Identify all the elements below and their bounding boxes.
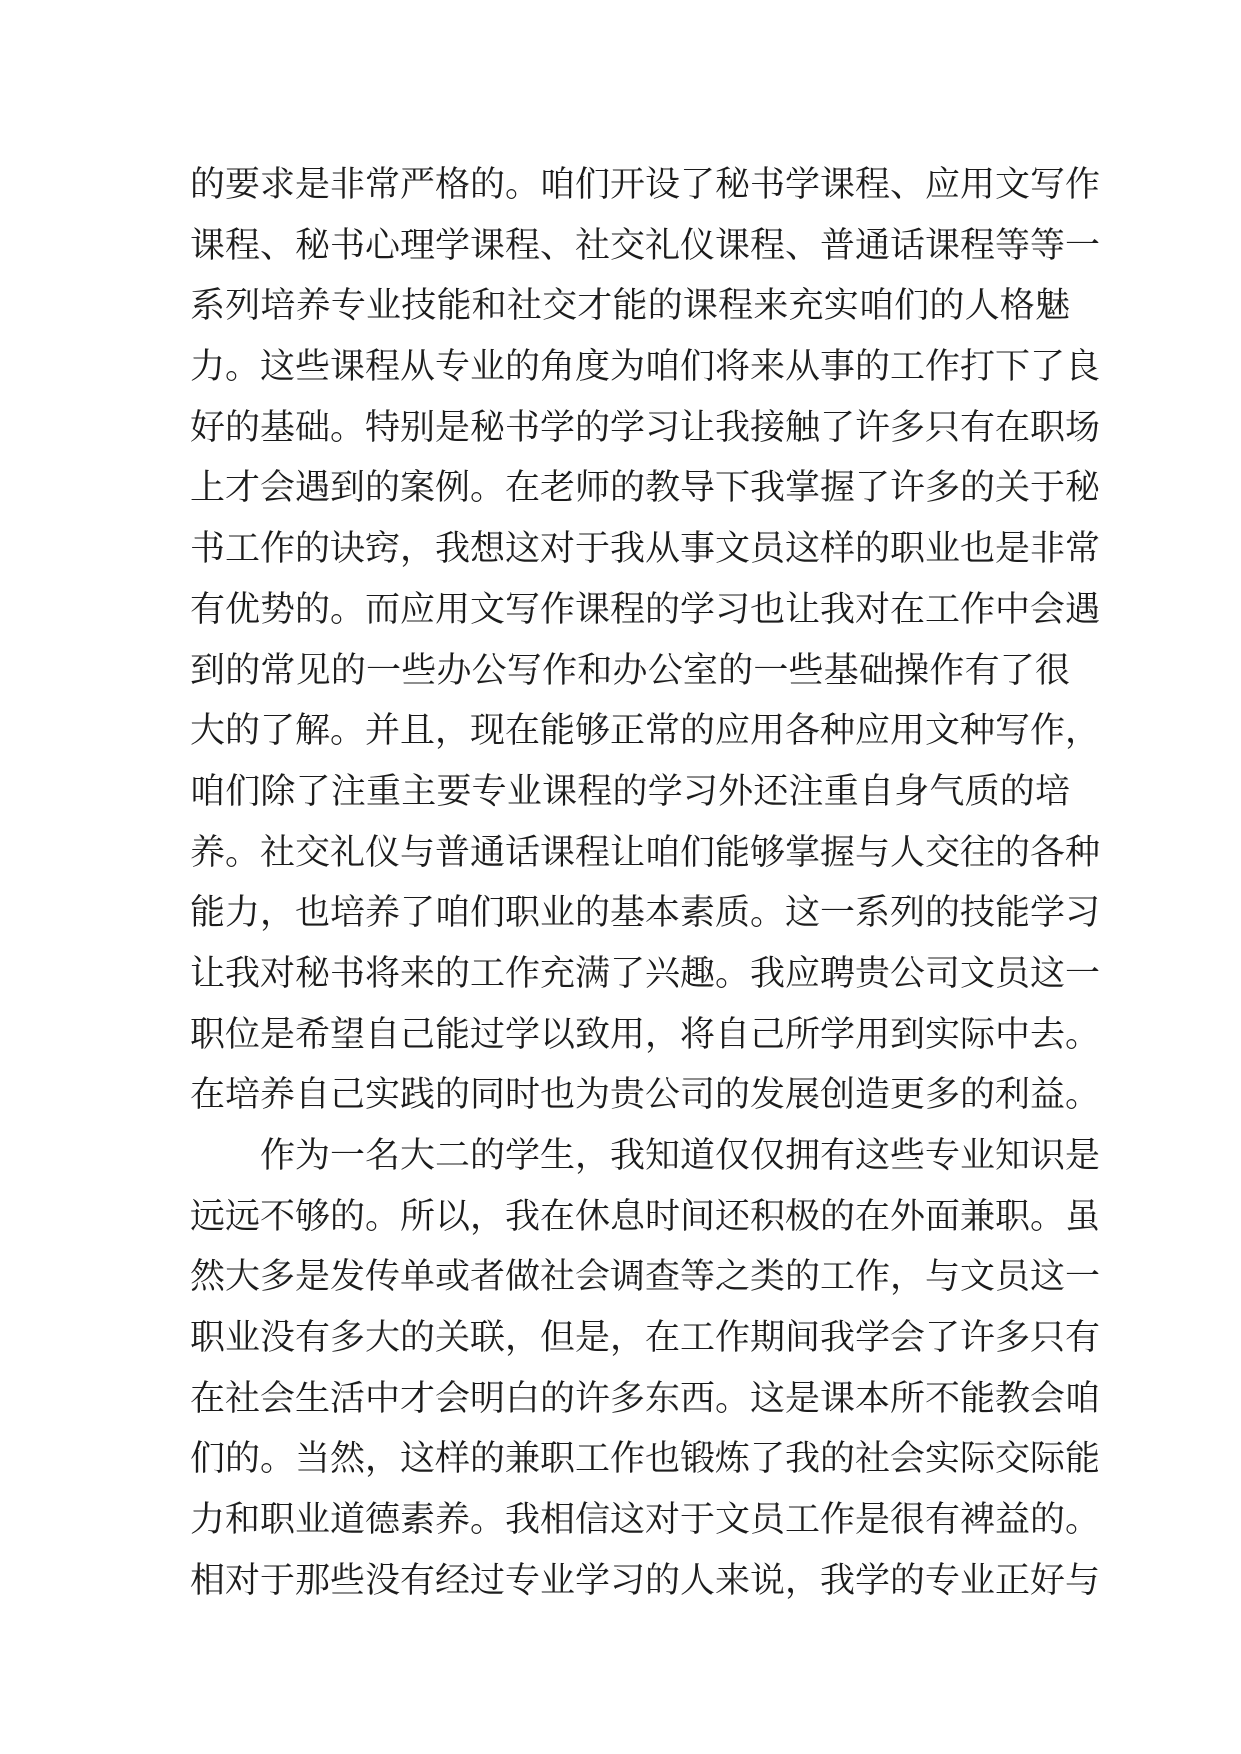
text-line: 到的常见的一些办公写作和办公室的一些基础操作有了很 bbox=[190, 650, 1070, 691]
text-line: 好的基础。特别是秘书学的学习让我接触了许多只有在职场 bbox=[190, 407, 1101, 448]
text-line: 职位是希望自己能过学以致用，将自己所学用到实际中去。 bbox=[190, 1014, 1101, 1055]
text-line: 让我对秘书将来的工作充满了兴趣。我应聘贵公司文员这一 bbox=[190, 953, 1101, 994]
paragraph-end-line: 在培养自己实践的同时也为贵公司的发展创造更多的利益。 bbox=[190, 1075, 1101, 1116]
text-line: 相对于那些没有经过专业学习的人来说，我学的专业正好与 bbox=[190, 1560, 1101, 1601]
text-line: 的要求是非常严格的。咱们开设了秘书学课程、应用文写作 bbox=[190, 165, 1101, 205]
text-line: 然大多是发传单或者做社会调查等之类的工作，与文员这一 bbox=[190, 1257, 1101, 1298]
text-line: 力。这些课程从专业的角度为咱们将来从事的工作打下了良 bbox=[190, 347, 1101, 388]
text-line: 书工作的诀窍，我想这对于我从事文员这样的职业也是非常 bbox=[190, 529, 1101, 570]
text-line: 力和职业道德素养。我相信这对于文员工作是很有裨益的。 bbox=[190, 1500, 1101, 1541]
text-line: 养。社交礼仪与普通话课程让咱们能够掌握与人交往的各种 bbox=[190, 832, 1101, 873]
text-line: 上才会遇到的案例。在老师的教导下我掌握了许多的关于秘 bbox=[190, 468, 1101, 509]
paragraph-start-line: 作为一名大二的学生，我知道仅仅拥有这些专业知识是 bbox=[260, 1136, 1101, 1176]
text-line: 能力，也培养了咱们职业的基本素质。这一系列的技能学习 bbox=[190, 893, 1101, 934]
text-line: 在社会生活中才会明白的许多东西。这是课本所不能教会咱 bbox=[190, 1378, 1101, 1419]
text-line: 课程、秘书心理学课程、社交礼仪课程、普通话课程等等一 bbox=[190, 225, 1101, 266]
text-line: 职业没有多大的关联，但是，在工作期间我学会了许多只有 bbox=[190, 1318, 1101, 1359]
text-line: 有优势的。而应用文写作课程的学习也让我对在工作中会遇 bbox=[190, 589, 1101, 630]
text-line: 远远不够的。所以，我在休息时间还积极的在外面兼职。虽 bbox=[190, 1196, 1101, 1237]
text-line: 们的。当然，这样的兼职工作也锻炼了我的社会实际交际能 bbox=[190, 1439, 1101, 1480]
text-line: 咱们除了注重主要专业课程的学习外还注重自身气质的培 bbox=[190, 771, 1070, 812]
text-line: 系列培养专业技能和社交才能的课程来充实咱们的人格魅 bbox=[190, 286, 1070, 327]
text-line: 大的了解。并且，现在能够正常的应用各种应用文种写作， bbox=[190, 711, 1101, 752]
document-body-text bbox=[190, 155, 1101, 1612]
